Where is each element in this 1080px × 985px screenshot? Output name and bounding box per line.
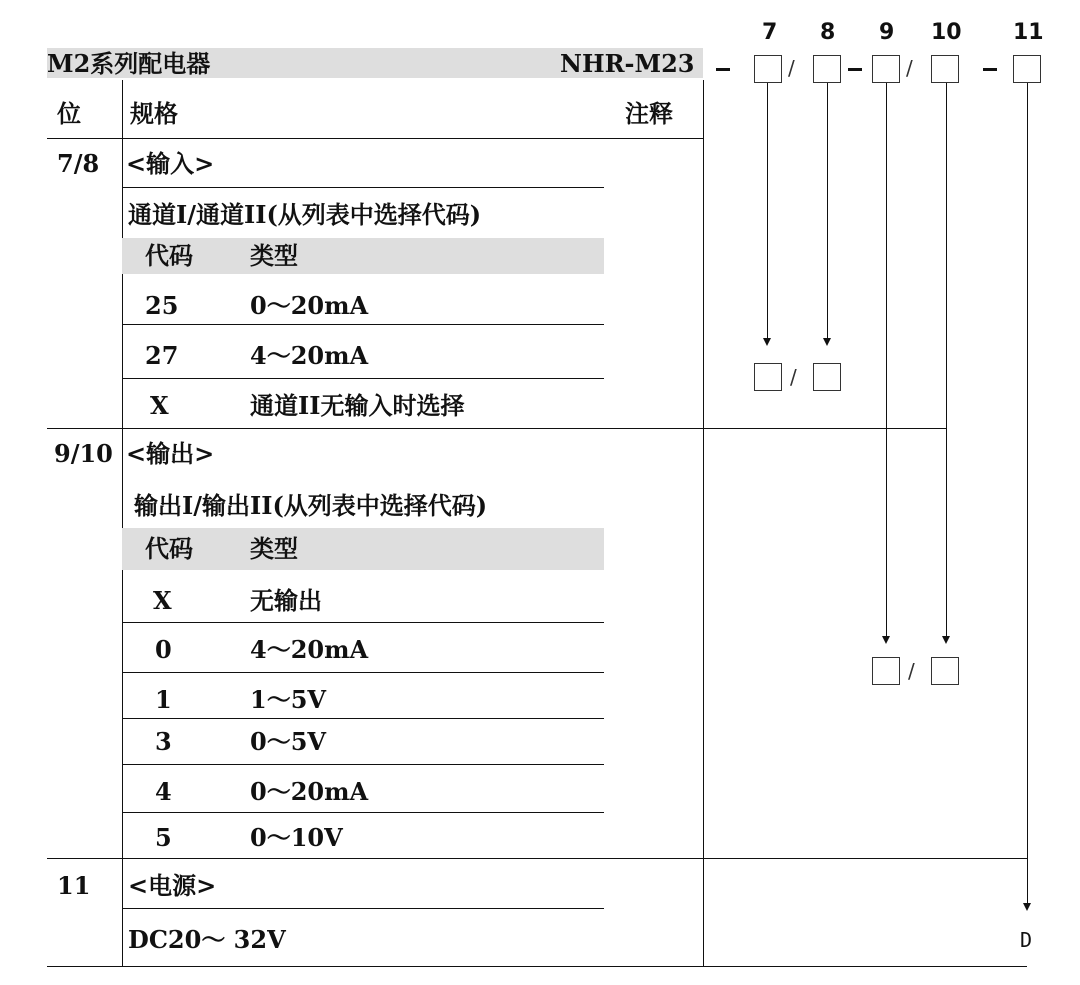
input-row-code: 27 <box>145 341 179 370</box>
separator-dash <box>716 68 730 71</box>
table-divider <box>47 858 1027 859</box>
column-header-spec: 规格 <box>130 99 178 128</box>
output-title: <输出> <box>126 439 215 468</box>
power-spec: DC20～ 32V <box>128 925 286 954</box>
row-divider <box>122 908 604 909</box>
row-divider <box>122 764 604 765</box>
output-row-type: 0～5V <box>250 727 327 756</box>
position-label: 8 <box>820 20 836 45</box>
row-divider <box>122 324 604 325</box>
leader-line-7 <box>767 83 768 338</box>
output-row-code: 1 <box>155 685 172 714</box>
slash: / <box>790 365 797 389</box>
arrow-down-icon <box>1023 903 1031 911</box>
row-divider <box>122 378 604 379</box>
arrow-down-icon <box>763 338 771 346</box>
input-code-header: 代码 <box>145 241 193 270</box>
slash: / <box>906 56 913 80</box>
column-header-note: 注释 <box>625 99 673 128</box>
output-row-code: 0 <box>155 635 172 664</box>
table-divider <box>47 138 703 139</box>
leader-line-11 <box>1027 83 1028 903</box>
separator-dash <box>848 68 862 71</box>
series-title: M2系列配电器 <box>47 49 211 78</box>
output-row-code: X <box>153 586 172 615</box>
output-type-header: 类型 <box>250 534 298 563</box>
model-code: NHR-M23 <box>560 49 695 78</box>
input-title: <输入> <box>126 149 215 178</box>
input-row-type: 0～20mA <box>250 291 369 320</box>
slash: / <box>788 56 795 80</box>
slash: / <box>908 659 915 683</box>
leader-line-9 <box>886 83 887 636</box>
table-divider <box>122 80 123 967</box>
power-position: 11 <box>57 871 91 900</box>
power-title: <电源> <box>128 871 217 900</box>
leader-line-8 <box>827 83 828 338</box>
position-label: 9 <box>879 20 895 45</box>
output-position: 9/10 <box>54 439 113 468</box>
input-type-header: 类型 <box>250 241 298 270</box>
output-row-type: 1～5V <box>250 685 327 714</box>
input-row-code: 25 <box>145 291 179 320</box>
row-divider <box>122 812 604 813</box>
input-row-type: 通道II无输入时选择 <box>250 391 465 420</box>
code-box-9 <box>872 55 900 83</box>
position-label: 7 <box>762 20 778 45</box>
table-divider <box>47 428 947 429</box>
output-row-type: 无输出 <box>250 586 322 615</box>
position-label: 11 <box>1013 20 1044 45</box>
code-box-10 <box>931 55 959 83</box>
input-subtitle: 通道I/通道II(从列表中选择代码) <box>128 200 482 229</box>
row-divider <box>122 622 604 623</box>
input-result-box <box>813 363 841 391</box>
position-label: 10 <box>931 20 962 45</box>
input-code-header-band <box>122 238 604 274</box>
output-row-code: 4 <box>155 777 172 806</box>
arrow-down-icon <box>942 636 950 644</box>
input-result-box <box>754 363 782 391</box>
leader-line-10 <box>946 83 947 636</box>
output-row-type: 4～20mA <box>250 635 369 664</box>
row-divider <box>122 672 604 673</box>
code-box-11 <box>1013 55 1041 83</box>
row-divider <box>122 718 604 719</box>
output-code-header: 代码 <box>145 534 193 563</box>
arrow-down-icon <box>882 636 890 644</box>
column-header-position: 位 <box>57 99 81 128</box>
input-row-code: X <box>150 391 169 420</box>
output-code-header-band <box>122 528 604 570</box>
output-result-box <box>931 657 959 685</box>
input-position: 7/8 <box>57 149 100 178</box>
arrow-down-icon <box>823 338 831 346</box>
output-subtitle: 输出I/输出II(从列表中选择代码) <box>134 491 488 520</box>
table-divider <box>47 966 1027 967</box>
code-box-7 <box>754 55 782 83</box>
output-row-type: 0～10V <box>250 823 343 852</box>
power-result-code: D <box>1020 928 1033 952</box>
output-row-code: 5 <box>155 823 172 852</box>
output-row-type: 0～20mA <box>250 777 369 806</box>
separator-dash <box>983 68 997 71</box>
output-result-box <box>872 657 900 685</box>
row-divider <box>122 187 604 188</box>
code-box-8 <box>813 55 841 83</box>
output-row-code: 3 <box>155 727 172 756</box>
table-divider <box>703 80 704 967</box>
input-row-type: 4～20mA <box>250 341 369 370</box>
